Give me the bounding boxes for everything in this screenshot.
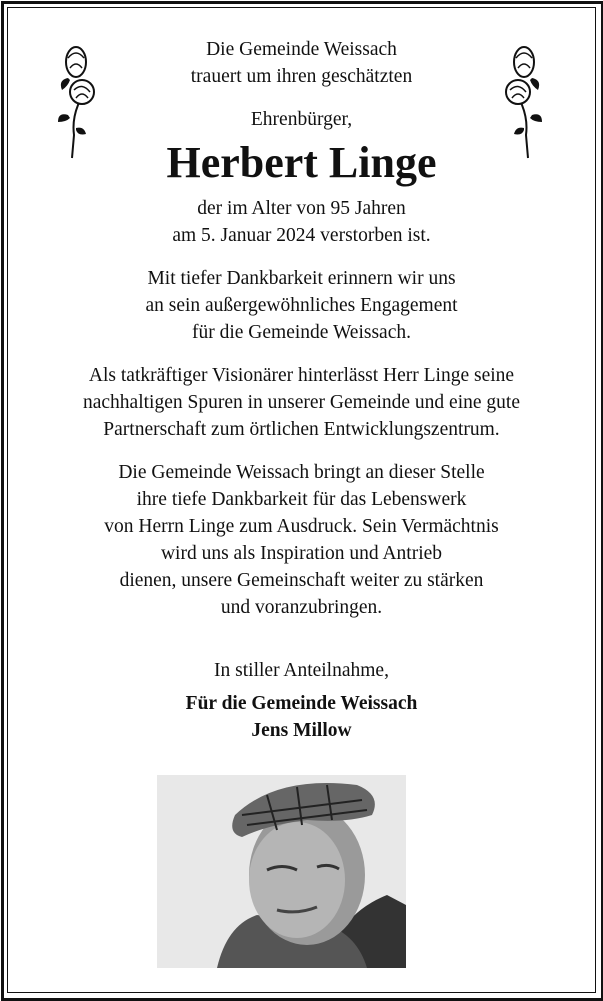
paragraph-line: Partnerschaft zum örtlichen Entwicklungszentrum. [103,419,500,440]
paragraph-line: und voranzubringen. [220,597,383,618]
paragraph-line: dienen, unsere Gemeinschaft weiter zu stärken [119,570,484,591]
paragraph-line: ihre tiefe Dankbarkeit für das Lebenswerk [136,489,467,510]
paragraph-line: Als tatkräftiger Visionärer hinterlässt Herr Linge seine [88,365,515,386]
death-info-line: der im Alter von 95 Jahren [197,198,406,219]
intro-line: Die Gemeinde Weissach [206,39,397,60]
closing: In stiller Anteilnahme, [214,660,389,681]
honor-title: Ehrenbürger, [250,109,353,130]
paragraph-line: Mit tiefer Dankbarkeit erinnern wir uns [147,268,456,289]
paragraph-line: nachhaltigen Spuren in unserer Gemeinde und eine gute [83,392,520,413]
paragraph-line: Die Gemeinde Weissach bringt an dieser Stelle [118,462,485,483]
paragraph-line: an sein außergewöhnliches Engagement [145,295,458,316]
paragraph-line: wird uns als Inspiration und Antrieb [160,543,443,564]
signature-organization: Für die Gemeinde Weissach [185,693,418,714]
obituary-text [0,36,603,744]
portrait-photo [157,775,406,968]
death-info-line: am 5. Januar 2024 verstorben ist. [172,225,431,246]
intro-line: trauert um ihren geschätzten [190,66,413,87]
paragraph-line: von Herrn Linge zum Ausdruck. Sein Vermächtnis [104,516,499,537]
deceased-name: Herbert Linge [166,138,437,187]
paragraph-line: für die Gemeinde Weissach. [192,322,411,343]
signature-name: Jens Millow [251,720,352,741]
